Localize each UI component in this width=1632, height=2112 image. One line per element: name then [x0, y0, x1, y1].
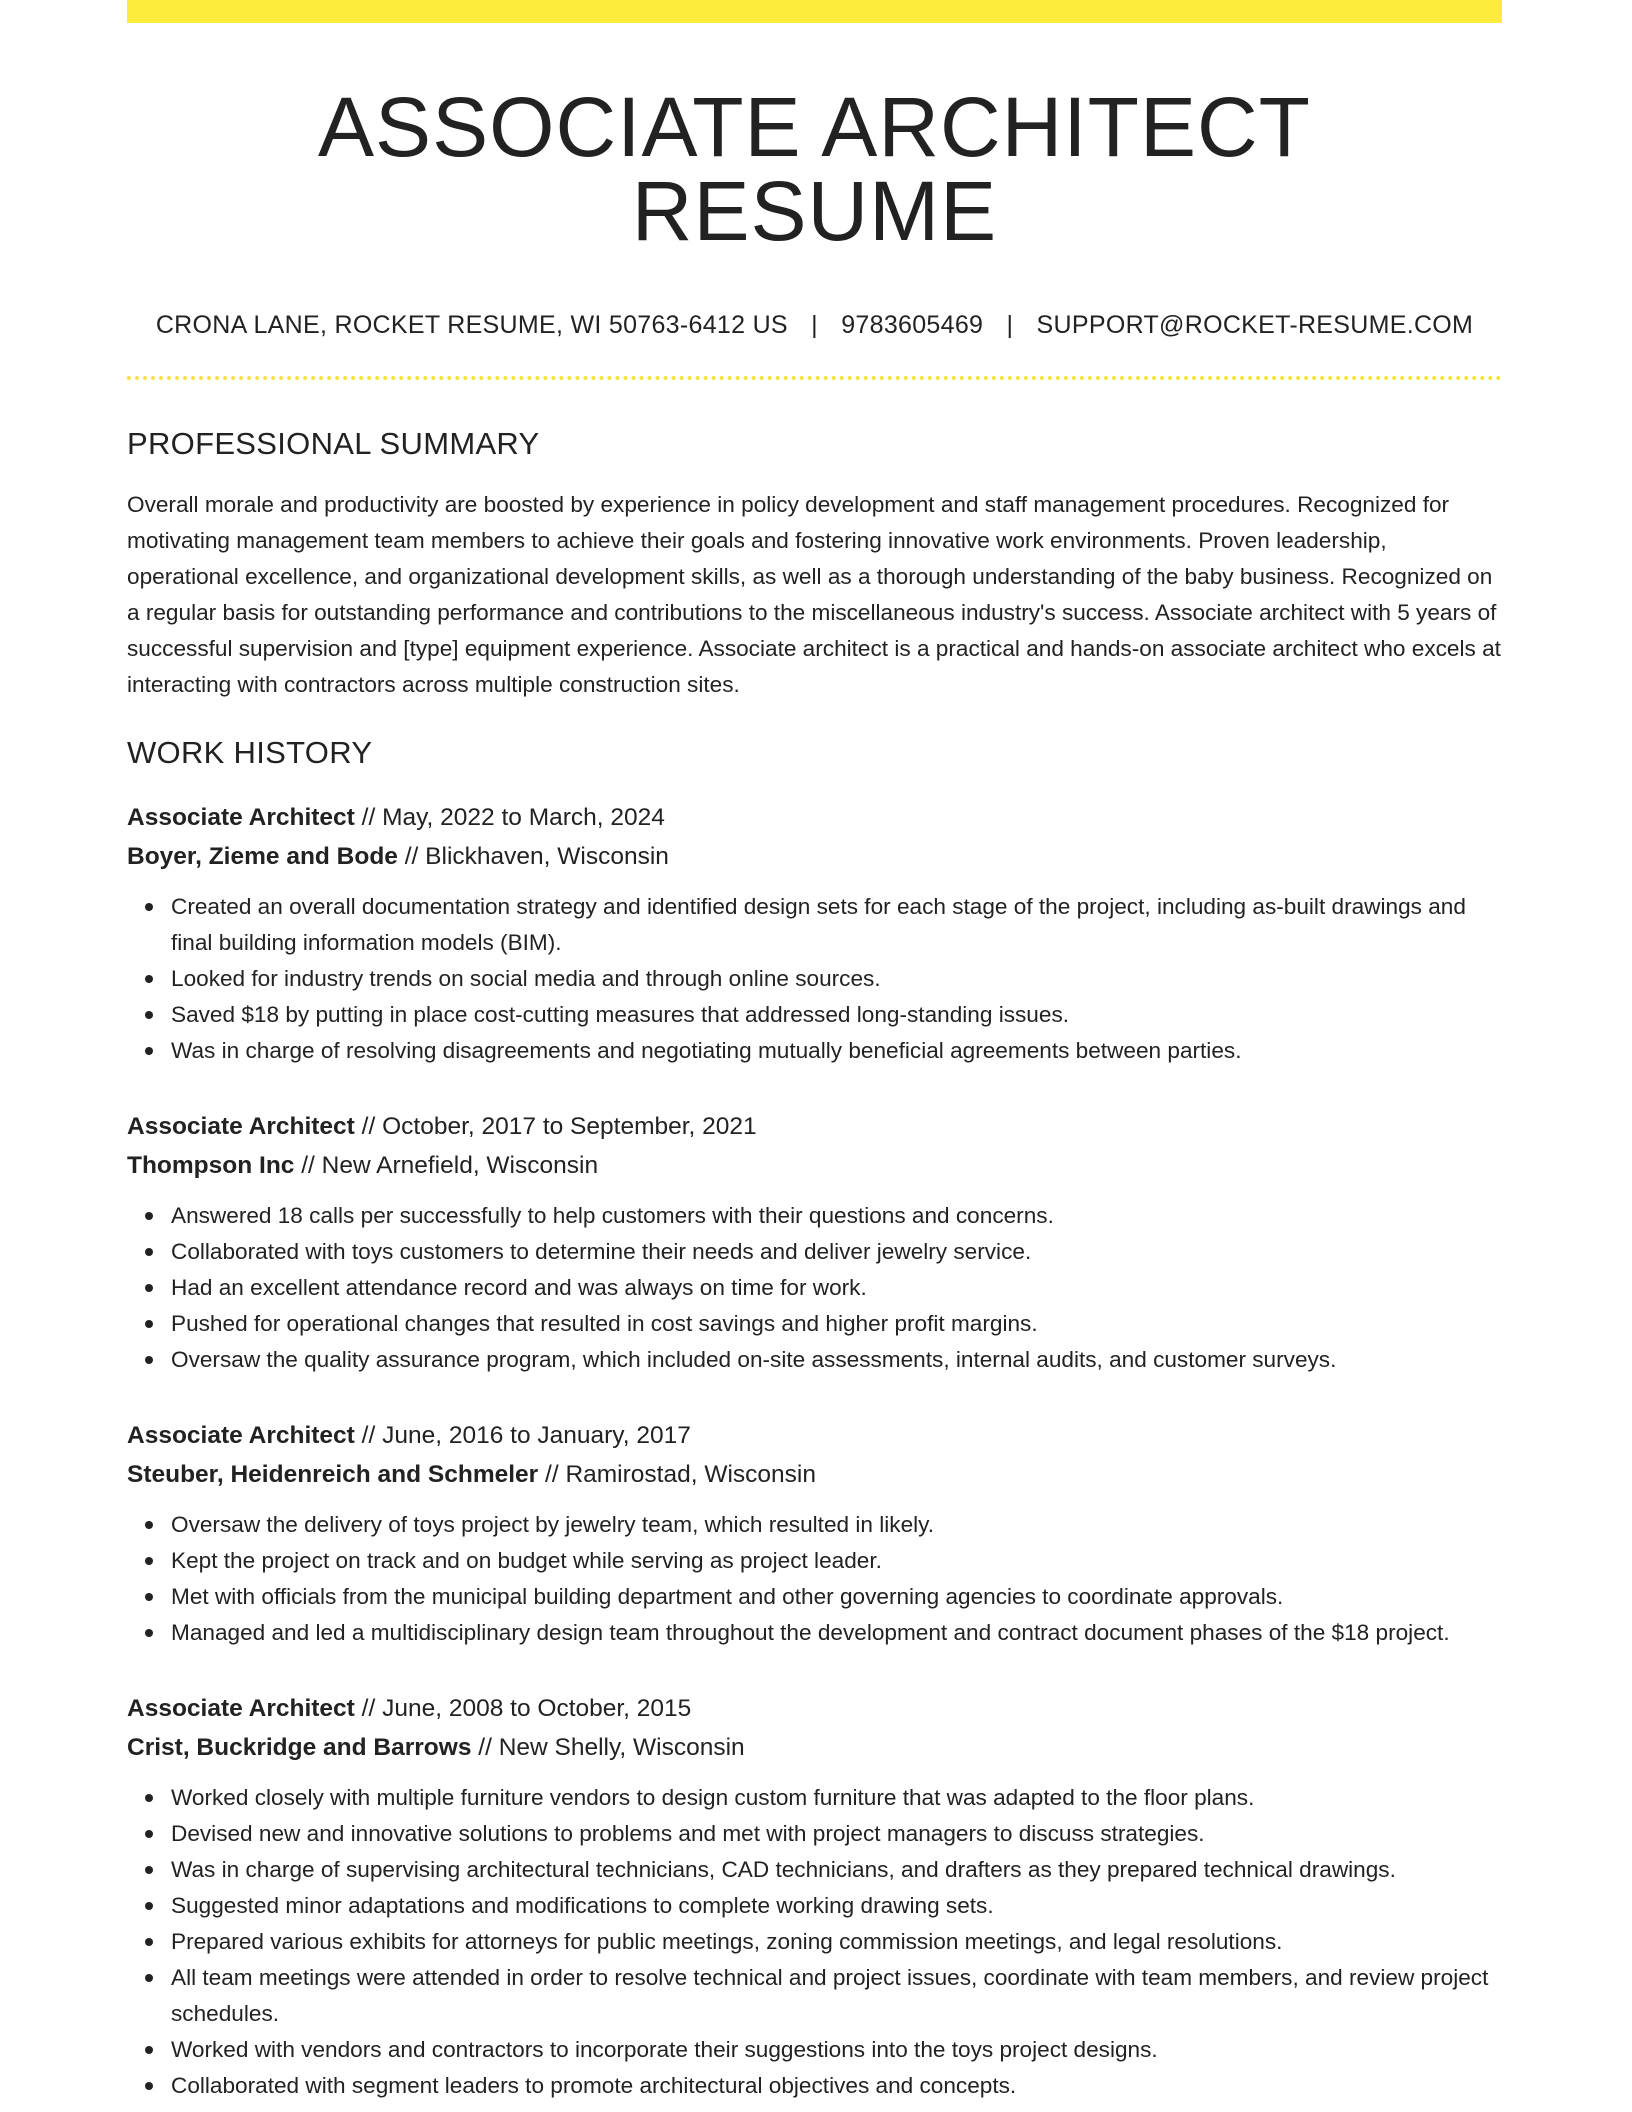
- contact-address: CRONA LANE, ROCKET RESUME, WI 50763-6412 US: [155, 311, 788, 339]
- job-title: Associate Architect: [127, 1695, 355, 1722]
- job-entry: [127, 1107, 1502, 1378]
- contact-separator: |: [811, 311, 818, 339]
- job-dates: October, 2017 to September, 2021: [382, 1113, 757, 1140]
- job-dates: May, 2022 to March, 2024: [382, 804, 665, 831]
- job-entry: [127, 798, 1502, 1069]
- job-company-line: [127, 1455, 1502, 1494]
- job-bullet: Collaborated with segment leaders to promote architectural objectives and concepts.: [171, 2068, 1502, 2104]
- job-bullet: Had an excellent attendance record and was always on time for work.: [171, 1270, 1502, 1306]
- job-separator: //: [361, 1422, 383, 1449]
- job-location: New Shelly, Wisconsin: [498, 1734, 745, 1761]
- job-bullet: Managed and led a multidisciplinary design team throughout the development and contract document phases of the $18 project.: [171, 1615, 1502, 1651]
- job-bullet: Met with officials from the municipal building department and other governing agencies to coordinate approvals.: [171, 1579, 1502, 1615]
- job-bullets: [127, 1780, 1502, 2104]
- job-bullet: Prepared various exhibits for attorneys for public meetings, zoning commission meetings, and legal resolutions.: [171, 1924, 1502, 1960]
- job-separator: //: [545, 1461, 566, 1488]
- job-bullets: [127, 889, 1502, 1069]
- job-company: Boyer, Zieme and Bode: [127, 843, 398, 870]
- header-divider: [127, 376, 1502, 380]
- job-separator: //: [361, 804, 383, 831]
- accent-bar: [127, 0, 1502, 23]
- job-title-line: [127, 1689, 1502, 1728]
- job-title: Associate Architect: [127, 1422, 355, 1449]
- work-history-heading: WORK HISTORY: [127, 735, 373, 770]
- job-title: Associate Architect: [127, 1113, 355, 1140]
- job-separator: //: [361, 1113, 383, 1140]
- job-bullet: Answered 18 calls per successfully to help customers with their questions and concerns.: [171, 1198, 1502, 1234]
- job-bullet: Pushed for operational changes that resulted in cost savings and higher profit margins.: [171, 1306, 1502, 1342]
- job-separator: //: [301, 1152, 322, 1179]
- job-bullet: All team meetings were attended in order to resolve technical and project issues, coordinate with team members, and review project schedules.: [171, 1960, 1502, 2032]
- job-title-line: [127, 798, 1502, 837]
- job-company: Crist, Buckridge and Barrows: [127, 1734, 472, 1761]
- job-dates: June, 2016 to January, 2017: [382, 1422, 691, 1449]
- job-bullet: Looked for industry trends on social media and through online sources.: [171, 961, 1502, 997]
- job-location: New Arnefield, Wisconsin: [321, 1152, 599, 1179]
- contact-separator: |: [1006, 311, 1014, 339]
- job-company: Thompson Inc: [127, 1152, 295, 1179]
- job-bullet: Devised new and innovative solutions to problems and met with project managers to discuss strategies.: [171, 1816, 1502, 1852]
- job-title-line: [127, 1416, 1502, 1455]
- job-separator: //: [404, 843, 426, 870]
- job-company: Steuber, Heidenreich and Schmeler: [127, 1461, 539, 1488]
- job-separator: //: [478, 1734, 499, 1761]
- contact-email: SUPPORT@ROCKET-RESUME.COM: [1036, 311, 1474, 339]
- job-bullets: [127, 1507, 1502, 1651]
- work-history-list: [127, 798, 1502, 2104]
- job-bullet: Suggested minor adaptations and modifications to complete working drawing sets.: [171, 1888, 1502, 1924]
- job-entry: [127, 1689, 1502, 2104]
- job-company-line: [127, 1728, 1502, 1767]
- job-bullet: Created an overall documentation strategy and identified design sets for each stage of the project, including as-built drawings and final building information models (BIM).: [171, 889, 1502, 961]
- job-location: Blickhaven, Wisconsin: [425, 843, 669, 870]
- summary-text: Overall morale and productivity are boosted by experience in policy development and staff management procedures. Recognized for motivating management team members to achieve their goals and fostering innovative work environments. Proven leadership, operational excellence, and organizational development skills, as well as a thorough understanding of the baby business. Recognized on a regular basis for outstanding performance and contributions to the miscellaneous industry's success. Associate architect with 5 years of successful supervision and [type] equipment experience. Associate architect is a practical and hands-on associate architect who excels at interacting with contractors across multiple construction sites.: [127, 492, 1501, 697]
- contact-phone: 9783605469: [841, 311, 984, 339]
- job-bullet: Oversaw the quality assurance program, which included on-site assessments, internal audits, and customer surveys.: [171, 1342, 1502, 1378]
- job-bullet: Worked with vendors and contractors to incorporate their suggestions into the toys project designs.: [171, 2032, 1502, 2068]
- job-bullet: Kept the project on track and on budget while serving as project leader.: [171, 1543, 1502, 1579]
- job-entry: [127, 1416, 1502, 1651]
- job-company-line: [127, 837, 1502, 876]
- job-title-line: [127, 1107, 1502, 1146]
- job-bullets: [127, 1198, 1502, 1378]
- job-bullet: Collaborated with toys customers to determine their needs and deliver jewelry service.: [171, 1234, 1502, 1270]
- contact-line: [127, 313, 1502, 338]
- job-dates: June, 2008 to October, 2015: [382, 1695, 692, 1722]
- job-title: Associate Architect: [127, 804, 355, 831]
- resume-title: ASSOCIATE ARCHITECT RESUME: [318, 80, 1311, 258]
- job-bullet: Oversaw the delivery of toys project by jewelry team, which resulted in likely.: [171, 1507, 1502, 1543]
- job-bullet: Was in charge of supervising architectural technicians, CAD technicians, and drafters as they prepared technical drawings.: [171, 1852, 1502, 1888]
- resume-page: [127, 0, 1502, 2104]
- job-separator: //: [361, 1695, 383, 1722]
- job-company-line: [127, 1146, 1502, 1185]
- job-bullet: Worked closely with multiple furniture vendors to design custom furniture that was adapted to the floor plans.: [171, 1780, 1502, 1816]
- job-bullet: Saved $18 by putting in place cost-cutting measures that addressed long-standing issues.: [171, 997, 1502, 1033]
- job-location: Ramirostad, Wisconsin: [565, 1461, 816, 1488]
- job-bullet: Was in charge of resolving disagreements and negotiating mutually beneficial agreements between parties.: [171, 1033, 1502, 1069]
- summary-heading: PROFESSIONAL SUMMARY: [127, 426, 540, 461]
